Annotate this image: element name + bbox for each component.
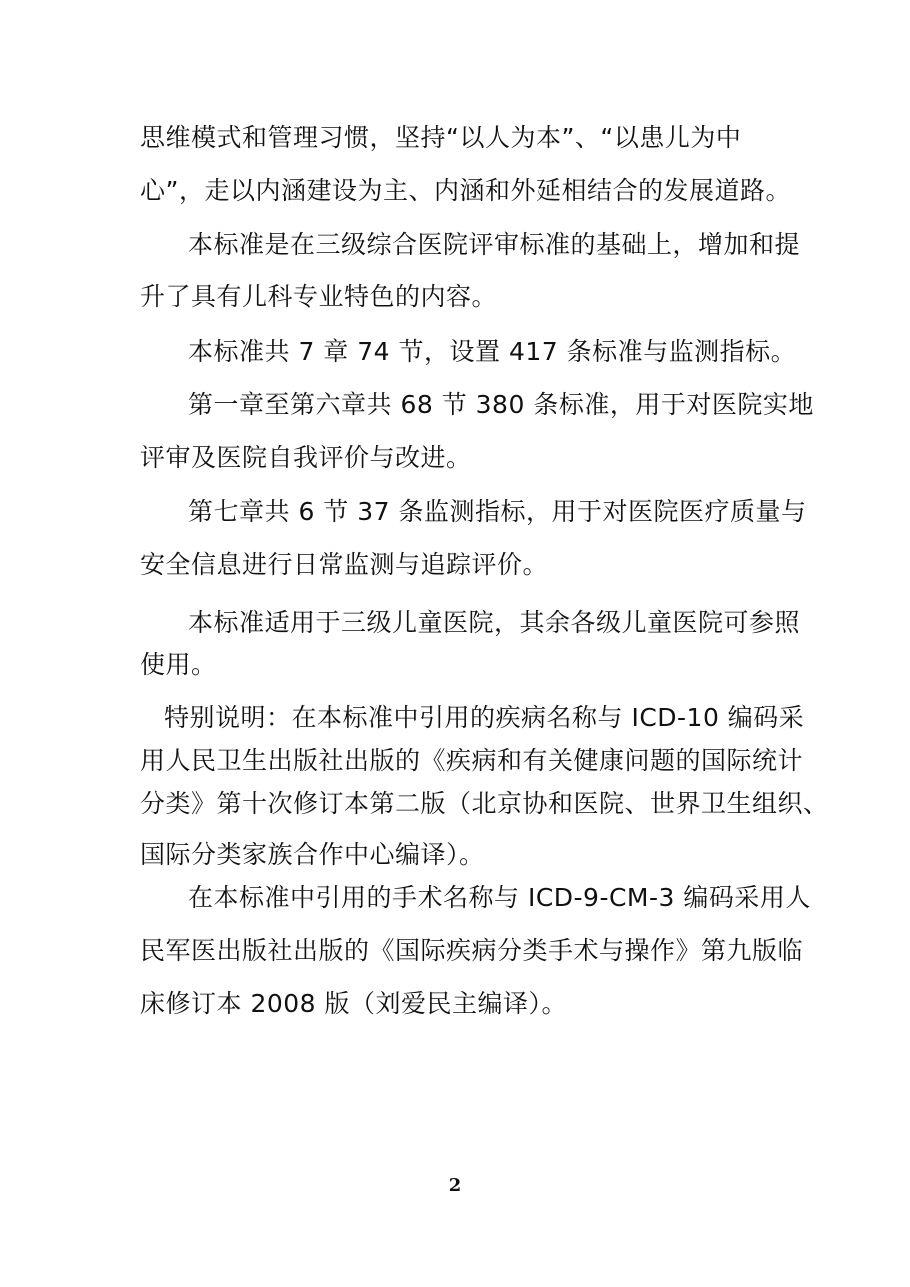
text-line: 本标准是在三级综合医院评审标准的基础上，增加和提	[188, 230, 801, 259]
text-line: 第七章共 6 节 37 条监测指标，用于对医院医疗质量与	[188, 497, 807, 526]
text-line: 床修订本 2008 版（刘爱民主编译）。	[140, 989, 568, 1018]
text-line: 用人民卫生出版社出版的《疾病和有关健康问题的国际统计	[140, 746, 804, 775]
text-line: 安全信息进行日常监测与追踪评价。	[140, 550, 549, 579]
text-line: 在本标准中引用的手术名称与 ICD-9-CM-3 编码采用人	[188, 883, 811, 912]
text-line: 使用。	[140, 650, 217, 679]
text-line: 思维模式和管理习惯，坚持“以人为本”、“以患儿为中	[140, 123, 742, 152]
text-line: 民军医出版社出版的《国际疾病分类手术与操作》第九版临	[140, 936, 804, 965]
text-line: 特别说明：在本标准中引用的疾病名称与 ICD-10 编码采	[164, 703, 805, 732]
text-line: 第一章至第六章共 68 节 380 条标准，用于对医院实地	[188, 390, 814, 419]
text-line: 国际分类家族合作中心编译）。	[140, 840, 485, 869]
text-line: 评审及医院自我评价与改进。	[140, 443, 472, 472]
text-line: 心”，走以内涵建设为主、内涵和外延相结合的发展道路。	[140, 176, 791, 205]
text-line: 本标准适用于三级儿童医院，其余各级儿童医院可参照	[188, 608, 801, 637]
page-number: 2	[448, 1175, 462, 1196]
text-line: 升了具有儿科专业特色的内容。	[140, 282, 498, 311]
text-line: 本标准共 7 章 74 节，设置 417 条标准与监测指标。	[188, 337, 797, 366]
text-line: 分类》第十次修订本第二版（北京协和医院、世界卫生组织、	[140, 789, 829, 818]
